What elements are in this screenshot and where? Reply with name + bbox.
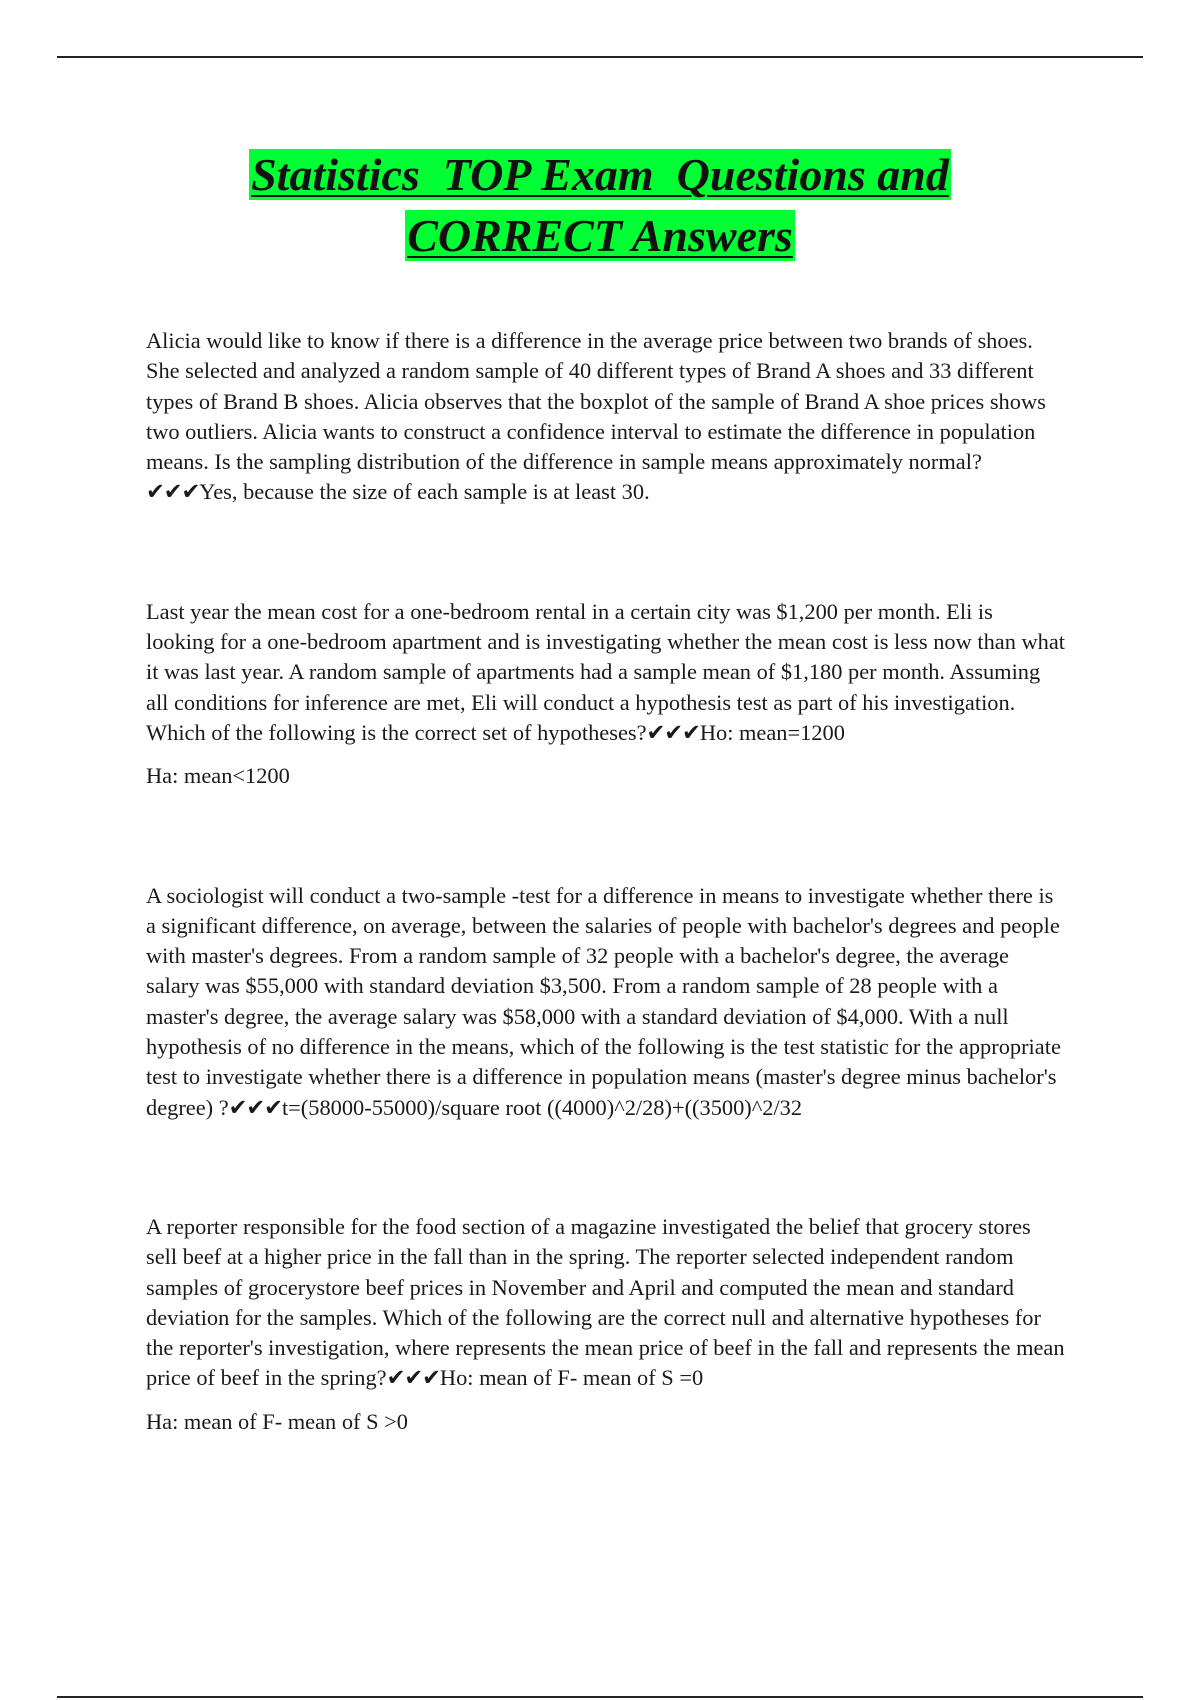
question-text: Alicia would like to know if there is a difference in the average price between two brands of shoes. She selected and analyzed a random sample of 40 different types of Brand A shoes and 33 different types of Brand B shoes. Alicia observes that the boxplot of the sample of Brand A shoe prices shows two outliers. Alicia wants to construct a confidence interval to estimate the difference in population means. Is the sampling distribution of the difference in sample means approximately normal?: [146, 328, 1046, 475]
question-text: Last year the mean cost for a one-bedroom rental in a certain city was $1,200 per month. Eli is looking for a one-bedroom apartment and is investigating whether the mean cost is less now than what it was last year. A random sample of apartments had a sample mean of $1,180 per month. Assuming all conditions for inference are met, Eli will conduct a hypothesis test as part of his investigation. Which of the following is the correct set of hypotheses?: [146, 598, 1066, 745]
check-marks-icon: ✔✔✔: [386, 1365, 440, 1391]
qa-item-1: [146, 326, 1066, 508]
check-marks-icon: ✔✔✔: [146, 479, 200, 505]
question-text: A sociologist will conduct a two-sample -test for a difference in means to investigate whether there is a significant difference, on average, between the salaries of people with bachelor's degrees and people with master's degrees. From a random sample of 32 people with a bachelor's degree, the average salary was $55,000 with standard deviation $3,500. From a random sample of 28 people with a master's degree, the average salary was $58,000 with a standard deviation of $4,000. With a null hypothesis of no difference in the means, which of the following is the test statistic for the appropriate test to investigate whether there is a difference in population means (master's degree minus bachelor's degree) ?: [146, 882, 1061, 1120]
answer-text: t=(58000-55000)/square root ((4000)^2/28)+((3500)^2/32: [281, 1094, 803, 1120]
qa-item-2: [146, 597, 1066, 748]
qa-item-4-extra: Ha: mean of F- mean of S >0: [146, 1408, 408, 1434]
document-title: [0, 144, 1200, 266]
check-marks-icon: ✔✔✔: [646, 719, 700, 745]
answer-text: Ho: mean=1200: [699, 719, 845, 745]
qa-item-4: [146, 1212, 1066, 1394]
qa-list: [146, 326, 1066, 1437]
check-marks-icon: ✔✔✔: [228, 1094, 282, 1120]
bottom-rule: [57, 1696, 1143, 1698]
title-line-2: CORRECT Answers: [407, 210, 793, 261]
qa-item-3: [146, 881, 1066, 1123]
qa-item-2-extra: Ha: mean<1200: [146, 763, 290, 789]
answer-text: Ho: mean of F- mean of S =0: [439, 1365, 704, 1391]
answer-text: Yes, because the size of each sample is at least 30.: [199, 479, 650, 505]
title-line-1: Statistics TOP Exam Questions and: [251, 149, 949, 200]
question-text: A reporter responsible for the food section of a magazine investigated the belief that grocery stores sell beef at a higher price in the fall than in the spring. The reporter selected independent random samples of grocerystore beef prices in November and April and computed the mean and standard deviation for the samples. Which of the following are the correct null and alternative hypotheses for the reporter's investigation, where represents the mean price of beef in the fall and represents the mean price of beef in the spring?: [146, 1213, 1065, 1391]
top-rule: [57, 56, 1143, 58]
